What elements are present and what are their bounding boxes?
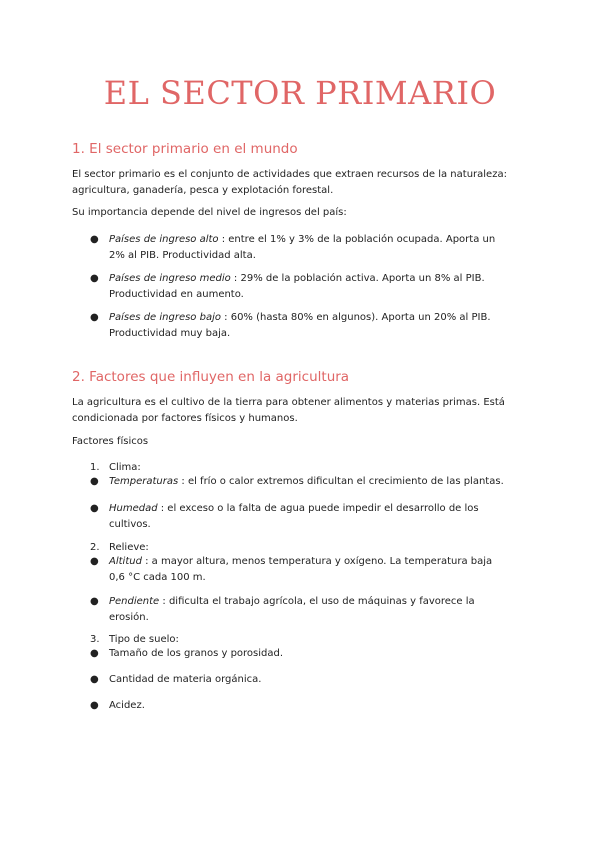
list-text: : entre el 1% y 3% de la población ocupada. Aporta un 2% al PIB. Productividad alta. <box>109 234 496 261</box>
list-item-ingreso-bajo <box>109 310 504 342</box>
list-item-pendiente <box>109 594 504 626</box>
list-text: : a mayor altura, menos temperatura y oxígeno. La temperatura baja 0,6 °C cada 100 m. <box>109 556 493 583</box>
section1-importance: Su importancia depende del nivel de ingresos del país: <box>72 207 347 218</box>
bullet-icon: ● <box>90 648 99 659</box>
list-item-altitud <box>109 554 504 586</box>
list-text: : dificulta el trabajo agrícola, el uso de máquinas y favorece la erosión. <box>109 596 475 623</box>
list-text: : el exceso o la falta de agua puede impedir el desarrollo de los cultivos. <box>109 503 479 530</box>
list-item-ingreso-alto <box>109 232 504 264</box>
list-item-granos: Tamaño de los granos y porosidad. <box>109 648 284 659</box>
list-term: Países de ingreso medio <box>109 273 231 284</box>
list-item-temperaturas <box>109 474 504 490</box>
group-label-relieve: Relieve: <box>109 542 149 553</box>
list-term: Humedad <box>109 503 158 514</box>
bullet-icon: ● <box>90 674 99 685</box>
list-item-ingreso-medio <box>109 271 504 303</box>
bullet-icon: ● <box>90 312 99 323</box>
list-term: Pendiente <box>109 596 160 607</box>
list-term: Temperaturas <box>109 476 179 487</box>
list-term: Altitud <box>109 556 142 567</box>
bullet-icon: ● <box>90 503 99 514</box>
bullet-icon: ● <box>90 476 99 487</box>
group-label-clima: Clima: <box>109 462 141 473</box>
section1-intro: El sector primario es el conjunto de actividades que extraen recursos de la naturaleza: agricultura, ganadería, pesca y explotación forestal. <box>72 169 507 196</box>
list-text: : el frío o calor extremos dificultan el crecimiento de las plantas. <box>178 476 504 487</box>
document-title: EL SECTOR PRIMARIO <box>103 74 497 112</box>
bullet-icon: ● <box>90 234 99 245</box>
bullet-icon: ● <box>90 596 99 607</box>
bullet-icon: ● <box>90 273 99 284</box>
list-text: : 29% de la población activa. Aporta un 8% al PIB. Productividad en aumento. <box>109 273 485 300</box>
list-item-humedad <box>109 501 504 533</box>
list-term: Países de ingreso bajo <box>109 312 221 323</box>
factores-fisicos-heading: Factores físicos <box>72 436 149 447</box>
list-item-acidez: Acidez. <box>109 700 145 711</box>
list-number: 1. <box>90 462 100 473</box>
list-item-materia-organica: Cantidad de materia orgánica. <box>109 674 262 685</box>
list-text: : 60% (hasta 80% en algunos). Aporta un 20% al PIB. Productividad muy baja. <box>109 312 491 339</box>
section-heading-2: 2. Factores que influyen en la agricultura <box>72 369 350 385</box>
group-label-suelo: Tipo de suelo: <box>109 634 179 645</box>
section2-intro: La agricultura es el cultivo de la tierra para obtener alimentos y materias primas. Está condicionada por factores físicos y humanos. <box>72 397 505 424</box>
list-term: Países de ingreso alto <box>109 234 219 245</box>
section-heading-1: 1. El sector primario en el mundo <box>72 141 298 157</box>
bullet-icon: ● <box>90 556 99 567</box>
list-number: 2. <box>90 542 100 553</box>
bullet-icon: ● <box>90 700 99 711</box>
list-number: 3. <box>90 634 100 645</box>
